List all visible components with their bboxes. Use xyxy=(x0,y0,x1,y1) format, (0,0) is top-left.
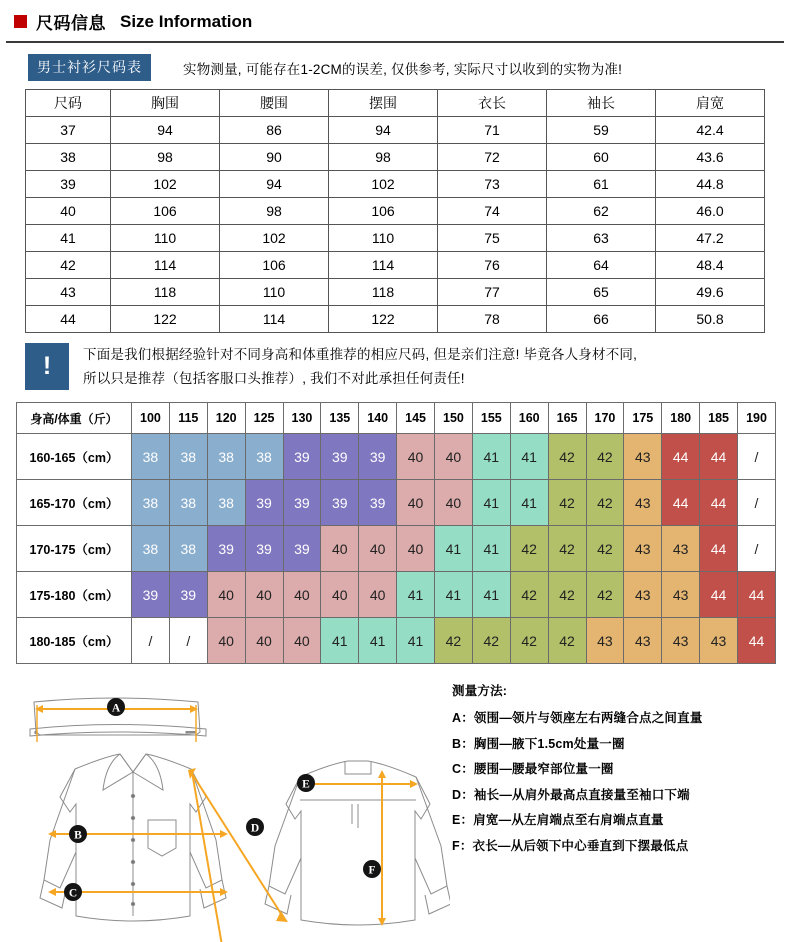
table-cell: 61 xyxy=(547,171,656,198)
matrix-weight-header-100: 100 xyxy=(132,403,170,434)
recommendation-notice-text xyxy=(69,343,637,390)
table-cell: 63 xyxy=(547,225,656,252)
matrix-cell: 40 xyxy=(359,526,397,572)
measurement-method-list xyxy=(452,679,703,859)
matrix-cell: / xyxy=(132,618,170,664)
matrix-cell: 42 xyxy=(472,618,510,664)
matrix-cell: 38 xyxy=(169,526,207,572)
matrix-weight-header-160: 160 xyxy=(510,403,548,434)
table-cell: 114 xyxy=(329,252,438,279)
matrix-cell: 41 xyxy=(397,618,435,664)
matrix-weight-header-135: 135 xyxy=(321,403,359,434)
size-chart-col-header-6: 肩宽 xyxy=(656,90,765,117)
matrix-cell: 40 xyxy=(207,572,245,618)
matrix-cell: / xyxy=(738,434,776,480)
table-cell: 118 xyxy=(329,279,438,306)
table-cell: 94 xyxy=(220,171,329,198)
table-cell: 76 xyxy=(438,252,547,279)
matrix-cell: 42 xyxy=(586,434,624,480)
matrix-cell: 39 xyxy=(359,434,397,480)
matrix-cell: 40 xyxy=(321,572,359,618)
matrix-cell: 44 xyxy=(662,480,700,526)
marker-d-label: D xyxy=(250,822,260,835)
marker-a-label: A xyxy=(111,702,121,715)
table-cell: 122 xyxy=(111,306,220,333)
matrix-cell: 44 xyxy=(662,434,700,480)
matrix-cell: 41 xyxy=(397,572,435,618)
matrix-cell: 38 xyxy=(207,434,245,480)
matrix-cell: 42 xyxy=(510,618,548,664)
table-cell: 94 xyxy=(329,117,438,144)
matrix-height-label: 165-170（cm） xyxy=(17,480,132,526)
table-cell: 73 xyxy=(438,171,547,198)
table-cell: 44 xyxy=(26,306,111,333)
matrix-weight-header-155: 155 xyxy=(472,403,510,434)
table-row xyxy=(26,279,765,306)
matrix-cell: / xyxy=(169,618,207,664)
marker-e-label: E xyxy=(302,778,310,791)
matrix-cell: 44 xyxy=(738,618,776,664)
table-cell: 90 xyxy=(220,144,329,171)
matrix-cell: 41 xyxy=(472,572,510,618)
table-cell: 106 xyxy=(111,198,220,225)
table-cell: 43.6 xyxy=(656,144,765,171)
table-row xyxy=(26,198,765,225)
size-table-badge: 男士衬衫尺码表 xyxy=(28,54,151,81)
matrix-height-label: 160-165（cm） xyxy=(17,434,132,480)
size-table-title-strip xyxy=(28,54,790,81)
table-cell: 38 xyxy=(26,144,111,171)
page-title-en: Size Information xyxy=(120,11,253,31)
table-row xyxy=(26,306,765,333)
table-cell: 106 xyxy=(220,252,329,279)
table-cell: 66 xyxy=(547,306,656,333)
table-cell: 64 xyxy=(547,252,656,279)
table-cell: 39 xyxy=(26,171,111,198)
matrix-cell: 43 xyxy=(624,434,662,480)
table-cell: 86 xyxy=(220,117,329,144)
matrix-cell: 40 xyxy=(397,434,435,480)
matrix-cell: 39 xyxy=(321,434,359,480)
matrix-cell: 44 xyxy=(700,572,738,618)
matrix-cell: 42 xyxy=(548,434,586,480)
matrix-cell: 43 xyxy=(624,572,662,618)
table-cell: 46.0 xyxy=(656,198,765,225)
matrix-cell: 40 xyxy=(321,526,359,572)
matrix-cell: 41 xyxy=(435,526,473,572)
table-cell: 114 xyxy=(111,252,220,279)
measurement-item-b: B：胸围—腋下1.5cm处量一圈 xyxy=(452,736,625,751)
matrix-cell: 39 xyxy=(321,480,359,526)
matrix-weight-header-125: 125 xyxy=(245,403,283,434)
table-cell: 62 xyxy=(547,198,656,225)
matrix-cell: 41 xyxy=(472,526,510,572)
marker-c-label: C xyxy=(68,887,78,900)
table-cell: 72 xyxy=(438,144,547,171)
matrix-cell: 42 xyxy=(510,572,548,618)
table-row xyxy=(26,252,765,279)
matrix-cell: 39 xyxy=(207,526,245,572)
matrix-cell: 40 xyxy=(359,572,397,618)
matrix-cell: 42 xyxy=(548,572,586,618)
matrix-weight-header-115: 115 xyxy=(169,403,207,434)
matrix-cell: 43 xyxy=(662,618,700,664)
matrix-cell: 38 xyxy=(169,480,207,526)
matrix-weight-header-190: 190 xyxy=(738,403,776,434)
table-cell: 102 xyxy=(220,225,329,252)
matrix-cell: 42 xyxy=(586,572,624,618)
table-cell: 75 xyxy=(438,225,547,252)
matrix-cell: 43 xyxy=(586,618,624,664)
matrix-header-row xyxy=(17,403,776,434)
table-row xyxy=(26,117,765,144)
table-cell: 98 xyxy=(220,198,329,225)
matrix-cell: 39 xyxy=(169,572,207,618)
table-cell: 118 xyxy=(111,279,220,306)
matrix-row xyxy=(17,618,776,664)
measurement-item-f: F：衣长—从后领下中心垂直到下摆最低点 xyxy=(452,839,689,853)
table-row xyxy=(26,171,765,198)
table-cell: 77 xyxy=(438,279,547,306)
matrix-cell: 41 xyxy=(472,434,510,480)
matrix-height-label: 170-175（cm） xyxy=(17,526,132,572)
table-cell: 65 xyxy=(547,279,656,306)
matrix-cell: 41 xyxy=(321,618,359,664)
notice-line-2: 所以只是推荐（包括客服口头推荐）, 我们不对此承担任何责任! xyxy=(83,370,465,386)
matrix-cell: 44 xyxy=(738,572,776,618)
matrix-cell: 40 xyxy=(245,572,283,618)
matrix-cell: 39 xyxy=(283,526,321,572)
matrix-cell: 39 xyxy=(359,480,397,526)
matrix-cell: 43 xyxy=(624,618,662,664)
height-weight-size-matrix xyxy=(16,402,776,664)
matrix-cell: 40 xyxy=(397,526,435,572)
matrix-cell: 38 xyxy=(132,526,170,572)
table-cell: 43 xyxy=(26,279,111,306)
matrix-cell: 39 xyxy=(132,572,170,618)
table-cell: 50.8 xyxy=(656,306,765,333)
exclamation-icon: ! xyxy=(25,343,69,390)
notice-line-1: 下面是我们根据经验针对不同身高和体重推荐的相应尺码, 但是亲们注意! 毕竟各人身材不同, xyxy=(83,347,638,362)
shirt-illustration xyxy=(0,672,450,942)
matrix-cell: 41 xyxy=(359,618,397,664)
red-square-icon xyxy=(14,15,27,28)
matrix-weight-header-185: 185 xyxy=(700,403,738,434)
matrix-cell: 44 xyxy=(700,434,738,480)
size-chart-header-row xyxy=(26,90,765,117)
table-cell: 42 xyxy=(26,252,111,279)
matrix-cell: 41 xyxy=(510,434,548,480)
page-title-cn: 尺码信息 xyxy=(36,14,106,33)
table-row xyxy=(26,144,765,171)
table-cell: 102 xyxy=(329,171,438,198)
matrix-cell: 38 xyxy=(132,434,170,480)
matrix-cell: 40 xyxy=(245,618,283,664)
size-chart-col-header-5: 袖长 xyxy=(547,90,656,117)
marker-b-label: B xyxy=(74,829,82,842)
size-chart-col-header-1: 胸围 xyxy=(111,90,220,117)
measurement-disclaimer: 实物测量, 可能存在1-2CM的误差, 仅供参考, 实际尺寸以收到的实物为准! xyxy=(183,61,623,77)
matrix-height-label: 180-185（cm） xyxy=(17,618,132,664)
matrix-corner-label: 身高/体重（斤） xyxy=(17,403,132,434)
table-cell: 49.6 xyxy=(656,279,765,306)
marker-f-label: F xyxy=(368,864,376,877)
table-row xyxy=(26,225,765,252)
table-cell: 110 xyxy=(329,225,438,252)
matrix-weight-header-145: 145 xyxy=(397,403,435,434)
matrix-cell: 43 xyxy=(624,480,662,526)
matrix-cell: 42 xyxy=(586,480,624,526)
matrix-cell: 40 xyxy=(283,618,321,664)
matrix-cell: 38 xyxy=(207,480,245,526)
table-cell: 102 xyxy=(111,171,220,198)
matrix-cell: / xyxy=(738,526,776,572)
table-cell: 114 xyxy=(220,306,329,333)
matrix-cell: 44 xyxy=(700,480,738,526)
matrix-cell: 39 xyxy=(283,434,321,480)
measurement-item-c: C：腰围—腰最窄部位量一圈 xyxy=(452,762,614,777)
matrix-height-label: 175-180（cm） xyxy=(17,572,132,618)
matrix-row xyxy=(17,434,776,480)
table-cell: 60 xyxy=(547,144,656,171)
matrix-cell: 42 xyxy=(435,618,473,664)
table-cell: 48.4 xyxy=(656,252,765,279)
matrix-cell: 41 xyxy=(435,572,473,618)
recommendation-notice xyxy=(25,343,767,390)
table-cell: 59 xyxy=(547,117,656,144)
matrix-weight-header-150: 150 xyxy=(435,403,473,434)
table-cell: 74 xyxy=(438,198,547,225)
matrix-weight-header-130: 130 xyxy=(283,403,321,434)
matrix-cell: 43 xyxy=(624,526,662,572)
matrix-cell: 38 xyxy=(132,480,170,526)
matrix-cell: 38 xyxy=(169,434,207,480)
matrix-cell: / xyxy=(738,480,776,526)
table-cell: 98 xyxy=(329,144,438,171)
matrix-weight-header-180: 180 xyxy=(662,403,700,434)
matrix-cell: 40 xyxy=(435,434,473,480)
size-chart-table xyxy=(25,89,765,333)
matrix-weight-header-140: 140 xyxy=(359,403,397,434)
page-header xyxy=(6,0,784,43)
matrix-cell: 41 xyxy=(510,480,548,526)
table-cell: 110 xyxy=(111,225,220,252)
matrix-cell: 43 xyxy=(662,572,700,618)
matrix-cell: 40 xyxy=(283,572,321,618)
table-cell: 106 xyxy=(329,198,438,225)
matrix-cell: 38 xyxy=(245,434,283,480)
matrix-weight-header-120: 120 xyxy=(207,403,245,434)
matrix-cell: 42 xyxy=(586,526,624,572)
table-cell: 44.8 xyxy=(656,171,765,198)
matrix-cell: 39 xyxy=(283,480,321,526)
matrix-cell: 39 xyxy=(245,480,283,526)
matrix-cell: 44 xyxy=(700,526,738,572)
matrix-cell: 42 xyxy=(548,480,586,526)
matrix-cell: 43 xyxy=(700,618,738,664)
table-cell: 41 xyxy=(26,225,111,252)
size-chart-col-header-0: 尺码 xyxy=(26,90,111,117)
table-cell: 40 xyxy=(26,198,111,225)
table-cell: 78 xyxy=(438,306,547,333)
size-chart-col-header-4: 衣长 xyxy=(438,90,547,117)
matrix-cell: 42 xyxy=(548,526,586,572)
table-cell: 42.4 xyxy=(656,117,765,144)
size-chart-col-header-3: 摆围 xyxy=(329,90,438,117)
matrix-cell: 43 xyxy=(662,526,700,572)
matrix-cell: 42 xyxy=(548,618,586,664)
table-cell: 94 xyxy=(111,117,220,144)
measurement-method-title: 测量方法: xyxy=(452,684,508,699)
measurement-item-a: A：领围—领片与领座左右两缝合点之间直量 xyxy=(452,710,703,725)
matrix-weight-header-175: 175 xyxy=(624,403,662,434)
table-cell: 110 xyxy=(220,279,329,306)
measurement-diagram-area xyxy=(0,672,790,942)
matrix-row xyxy=(17,480,776,526)
matrix-cell: 42 xyxy=(510,526,548,572)
size-chart-col-header-2: 腰围 xyxy=(220,90,329,117)
measurement-item-e: E：肩宽—从左肩端点至右肩端点直量 xyxy=(452,813,664,828)
matrix-cell: 40 xyxy=(397,480,435,526)
table-cell: 98 xyxy=(111,144,220,171)
table-cell: 37 xyxy=(26,117,111,144)
matrix-row xyxy=(17,572,776,618)
matrix-weight-header-165: 165 xyxy=(548,403,586,434)
matrix-cell: 40 xyxy=(207,618,245,664)
table-cell: 122 xyxy=(329,306,438,333)
matrix-row xyxy=(17,526,776,572)
table-cell: 71 xyxy=(438,117,547,144)
table-cell: 47.2 xyxy=(656,225,765,252)
measurement-item-d: D：袖长—从肩外最高点直接量至袖口下端 xyxy=(452,787,690,802)
matrix-cell: 39 xyxy=(245,526,283,572)
matrix-weight-header-170: 170 xyxy=(586,403,624,434)
matrix-cell: 41 xyxy=(472,480,510,526)
matrix-cell: 40 xyxy=(435,480,473,526)
